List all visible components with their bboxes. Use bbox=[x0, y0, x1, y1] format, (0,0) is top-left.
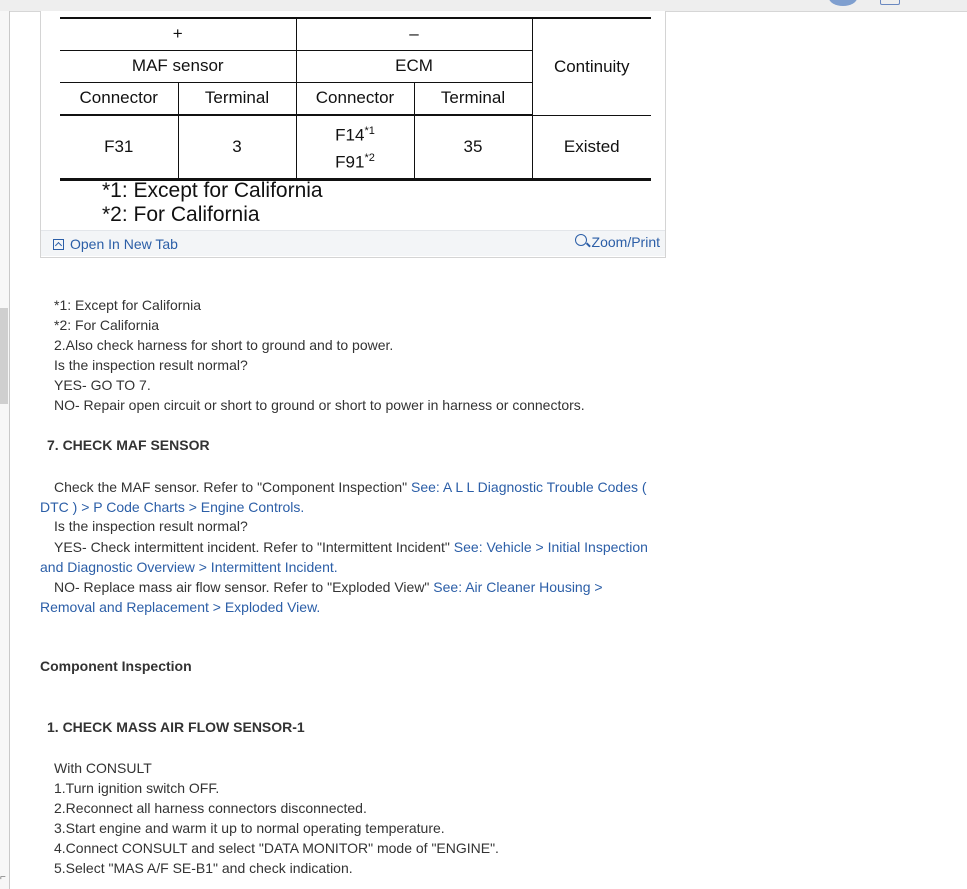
zoom-icon bbox=[575, 234, 587, 246]
ecm-terminal-header: Terminal bbox=[414, 83, 532, 116]
component-step-5: 5.Select "MAS A/F SE-B1" and check indication. bbox=[54, 860, 353, 876]
ecm-connector-header: Connector bbox=[296, 83, 414, 116]
component-step-2: 2.Reconnect all harness connectors disconnected. bbox=[54, 800, 367, 816]
ecm-terminal-value: 35 bbox=[414, 115, 532, 180]
ecm-connector-1: F14 bbox=[335, 126, 365, 145]
component-step-4: 4.Connect CONSULT and select "DATA MONITOR" mode of "ENGINE". bbox=[54, 840, 499, 856]
zoom-print-label: Zoom/Print bbox=[591, 234, 660, 250]
step-7-no bbox=[40, 577, 660, 617]
scrollbar-thumb[interactable] bbox=[0, 308, 8, 404]
ecm-connector-2: F91 bbox=[335, 152, 365, 172]
step-7-no-text: NO- Replace mass air flow sensor. Refer to "Exploded View" bbox=[54, 579, 434, 595]
figure-note-1: *1: Except for California bbox=[102, 179, 323, 202]
ecm-header: ECM bbox=[296, 51, 532, 83]
step-7-title: 7. CHECK MAF SENSOR bbox=[47, 437, 210, 453]
open-new-tab-icon bbox=[53, 239, 64, 250]
figure-footer bbox=[41, 230, 665, 256]
maf-terminal-header: Terminal bbox=[178, 83, 296, 116]
with-consult: With CONSULT bbox=[54, 760, 152, 776]
maf-terminal-value: 3 bbox=[178, 115, 296, 180]
step-7-check bbox=[40, 477, 660, 517]
step-6-no: NO- Repair open circuit or short to ground or short to power in harness or connectors. bbox=[54, 397, 585, 413]
maf-connector-header: Connector bbox=[60, 83, 178, 116]
step-6-question: Is the inspection result normal? bbox=[54, 357, 248, 373]
ecm-connector-1-note: *1 bbox=[364, 125, 375, 138]
left-scrollbar[interactable] bbox=[0, 11, 10, 889]
figure-notes bbox=[102, 179, 323, 227]
dtc-engine-controls-link[interactable]: See: A L L Diagnostic Trouble Codes ( DTC ) > P Code Charts > Engine Controls. bbox=[40, 479, 647, 515]
maf-sensor-header: MAF sensor bbox=[60, 51, 296, 83]
note-1: *1: Except for California bbox=[54, 297, 202, 313]
continuity-table bbox=[60, 17, 651, 181]
check-maf-sensor-1-title: 1. CHECK MASS AIR FLOW SENSOR-1 bbox=[47, 719, 305, 735]
note-2: *2: For California bbox=[54, 317, 160, 333]
component-inspection-title: Component Inspection bbox=[40, 658, 192, 674]
continuity-header: Continuity bbox=[532, 18, 651, 115]
step-7-question: Is the inspection result normal? bbox=[54, 518, 248, 534]
step-6-yes: YES- GO TO 7. bbox=[54, 377, 151, 393]
open-in-new-tab-link[interactable] bbox=[53, 236, 178, 252]
ecm-connector-value bbox=[296, 115, 414, 180]
component-step-3: 3.Start engine and warm it up to normal operating temperature. bbox=[54, 820, 445, 836]
step-6-2: 2.Also check harness for short to ground and to power. bbox=[54, 337, 394, 353]
continuity-result: Existed bbox=[532, 115, 651, 180]
step-7-yes-text: YES- Check intermittent incident. Refer to "Intermittent Incident" bbox=[54, 539, 454, 555]
step-7-check-text: Check the MAF sensor. Refer to "Component Inspection" bbox=[54, 479, 411, 495]
open-in-new-tab-label: Open In New Tab bbox=[70, 236, 178, 252]
maf-connector-value: F31 bbox=[60, 115, 178, 180]
component-step-1: 1.Turn ignition switch OFF. bbox=[54, 780, 220, 796]
exploded-view-link[interactable]: See: Air Cleaner Housing > Removal and Replacement > Exploded View. bbox=[40, 579, 603, 615]
zoom-print-link[interactable] bbox=[575, 234, 660, 250]
step-7-yes bbox=[40, 537, 660, 577]
corner-mark: ⌐ bbox=[0, 872, 6, 883]
positive-header: + bbox=[60, 18, 296, 51]
continuity-figure bbox=[40, 11, 666, 258]
intermittent-incident-link[interactable]: See: Vehicle > Initial Inspection and Diagnostic Overview > Intermittent Incident. bbox=[40, 539, 648, 575]
ecm-connector-2-note: *2 bbox=[364, 152, 375, 164]
avatar[interactable] bbox=[829, 0, 857, 6]
figure-note-2: *2: For California bbox=[102, 203, 260, 226]
negative-header: – bbox=[296, 18, 532, 51]
toolbar-icon[interactable] bbox=[880, 0, 900, 5]
